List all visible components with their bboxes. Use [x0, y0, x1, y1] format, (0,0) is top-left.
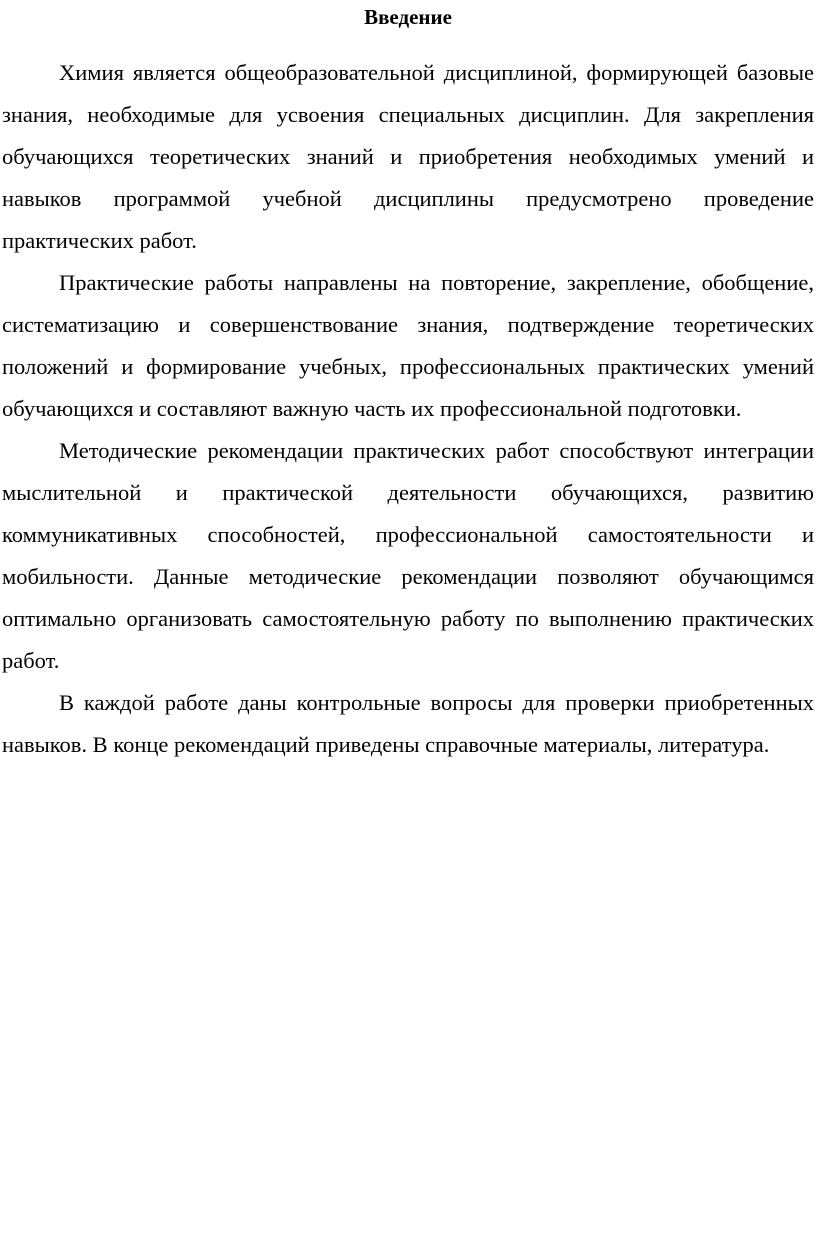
paragraph-3: Методические рекомендации практических работ способствуют интеграции мыслительной и практической деятельности обучающихся, развитию коммуникативных способностей, профессиональной самостоятельности и мобильности. Данные методические рекомендации позволяют обучающимся оптимально организовать самостоятельную работу по выполнению практических работ. [2, 438, 814, 673]
paragraph-1: Химия является общеобразовательной дисциплиной, формирующей базовые знания, необходимые для усвоения специальных дисциплин. Для закрепления обучающихся теоретических знаний и приобретения необходимых умений и навыков программой учебной дисциплины предусмотрено проведение практических работ. [2, 60, 814, 253]
paragraph-4: В каждой работе даны контрольные вопросы для проверки приобретенных навыков. В конце рекомендаций приведены справочные материалы, литература. [2, 690, 814, 757]
paragraph-2: Практические работы направлены на повторение, закрепление, обобщение, систематизацию и совершенствование знания, подтверждение теоретических положений и формирование учебных, профессиональных практических умений обучающихся и составляют важную часть их профессиональной подготовки. [2, 270, 814, 421]
page-title: Введение [364, 5, 452, 29]
